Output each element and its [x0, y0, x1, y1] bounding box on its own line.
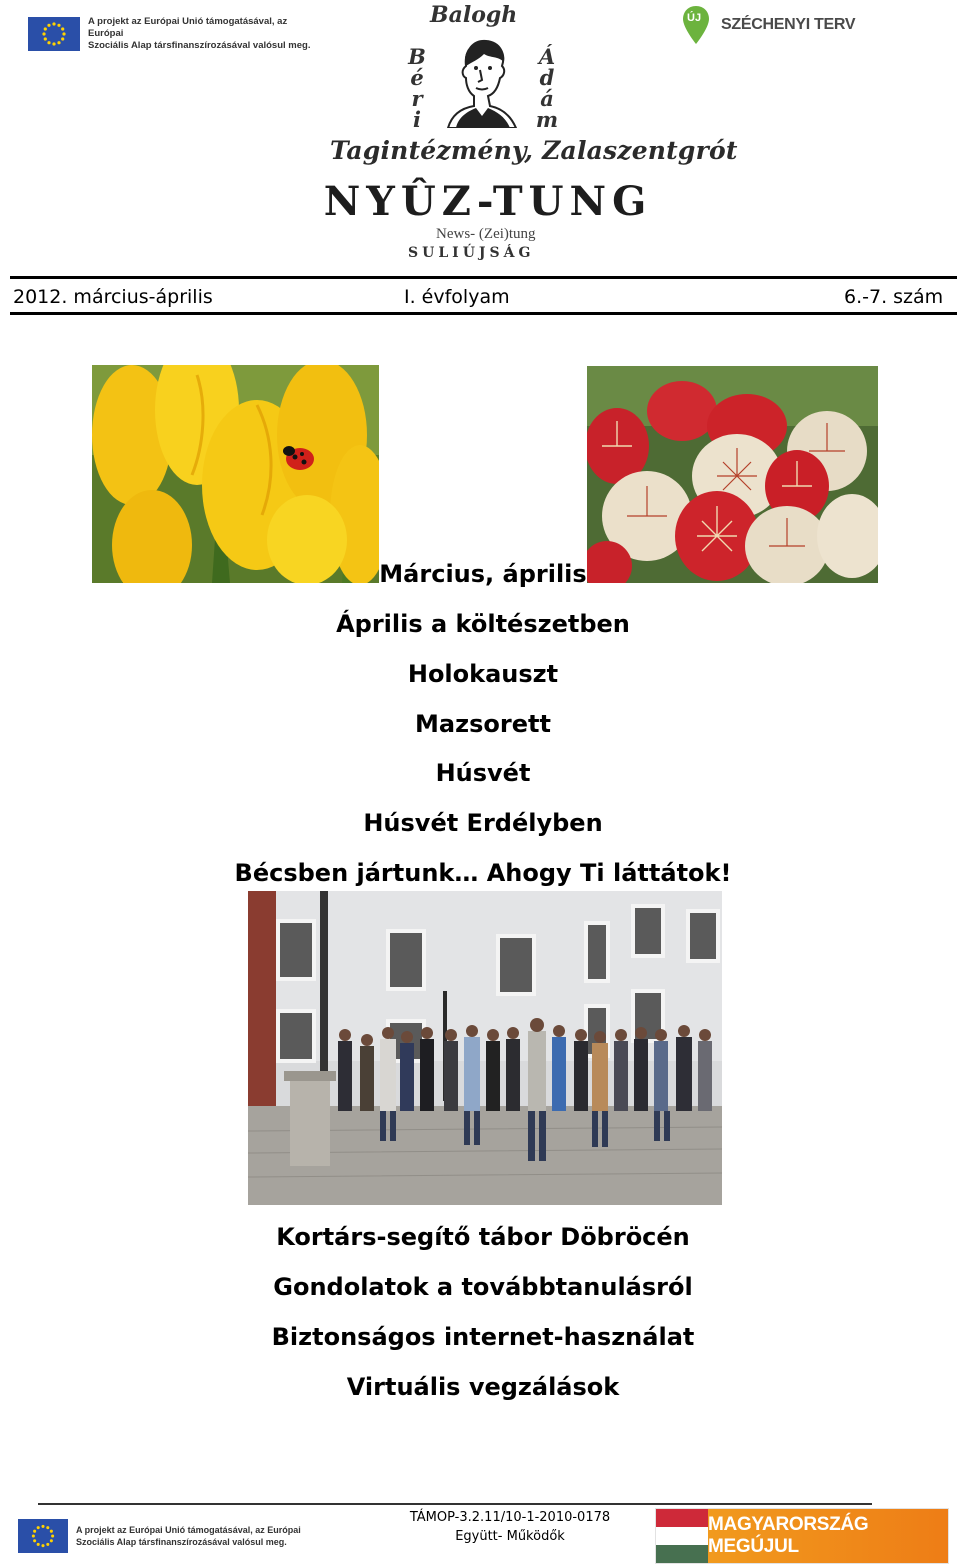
vienna-group-photo: [248, 891, 722, 1205]
location-pin-icon: [683, 6, 709, 44]
adam-letter: Á: [538, 44, 556, 69]
eu-flag-icon: [18, 1519, 68, 1553]
mm-label: MAGYARORSZÁG MEGÚJUL: [708, 1514, 869, 1557]
eu-funding-banner: [28, 14, 318, 54]
footer-eu-line2: Szociális Alap társfinanszírozásával valósul meg.: [76, 1537, 287, 1547]
beri-letter: r: [411, 86, 423, 111]
masthead-balogh: Balogh: [430, 2, 518, 28]
szechenyi-label: SZÉCHENYI TERV: [721, 16, 856, 33]
masthead-institution: Tagintézmény, Zalaszentgrót: [330, 136, 738, 165]
eu-banner-line1: A projekt az Európai Unió támogatásával, az Európai: [88, 16, 288, 39]
headline-virtualis-vegzalasok: Virtuális vegzálások: [346, 1373, 620, 1401]
headline-mazsorett: Mazsorett: [415, 710, 551, 738]
masthead-beri-vertical: [405, 46, 429, 130]
info-bar-bottom-rule: [10, 312, 957, 315]
issue-volume: I. évfolyam: [404, 286, 510, 308]
info-bar-top-rule: [10, 276, 957, 279]
headline-aprilis-koltezet: Április a költészetben: [336, 610, 630, 638]
beri-letter: B: [408, 44, 426, 69]
crocus-ladybug-photo: [92, 365, 379, 583]
headline-tovabbtanulas: Gondolatok a továbbtanulásról: [273, 1273, 693, 1301]
eu-banner-text: [88, 16, 318, 52]
hungarian-flag-icon: [656, 1509, 708, 1563]
project-motto: Együtt- Működők: [455, 1529, 565, 1544]
eu-flag-icon: [28, 17, 80, 51]
headline-husvet: Húsvét: [435, 759, 531, 787]
newspaper-subtitle: News- (Zei)tung: [436, 226, 536, 242]
headline-marcius-aprilis: Március, április: [379, 560, 587, 588]
issue-number: 6.-7. szám: [844, 286, 944, 308]
footer-eu-banner: [18, 1518, 308, 1554]
headline-kortars-segito: Kortárs-segítő tábor Döbröcén: [276, 1223, 690, 1251]
newspaper-title: NYÛZ-TUNG: [323, 178, 653, 225]
adam-letter: á: [540, 86, 554, 111]
project-code: TÁMOP-3.2.11/10-1-2010-0178: [409, 1510, 611, 1525]
magyarorszag-megujul-logo: [655, 1508, 949, 1564]
beri-letter: é: [410, 65, 424, 90]
headline-holokauszt: Holokauszt: [407, 660, 559, 688]
issue-date: 2012. március-április: [13, 286, 213, 308]
footer-eu-text: [76, 1524, 301, 1548]
szechenyi-pin-text: ÚJ: [687, 12, 702, 24]
footer-eu-line1: A projekt az Európai Unió támogatásával, az Európai: [76, 1525, 301, 1535]
headline-biztonsagos-internet: Biztonságos internet-használat: [271, 1323, 695, 1351]
easter-eggs-photo: [587, 366, 878, 583]
beri-letter: i: [413, 107, 421, 132]
portrait-illustration: [444, 36, 520, 128]
masthead-adam-vertical: [535, 46, 559, 130]
headline-becsben-jartunk: Bécsben jártunk… Ahogy Ti láttátok!: [234, 859, 732, 887]
adam-letter: d: [539, 65, 555, 90]
footer-rule: [38, 1503, 872, 1505]
headline-husvet-erdelyben: Húsvét Erdélyben: [363, 809, 603, 837]
adam-letter: m: [535, 107, 559, 132]
mm-label-box: [708, 1509, 948, 1563]
footer-project-info: [400, 1508, 620, 1546]
newspaper-suliujsag: SULIÚJSÁG: [408, 245, 535, 261]
eu-banner-line2: Szociális Alap társfinanszírozásával valósul meg.: [88, 40, 311, 51]
szechenyi-terv-logo: [683, 6, 863, 56]
